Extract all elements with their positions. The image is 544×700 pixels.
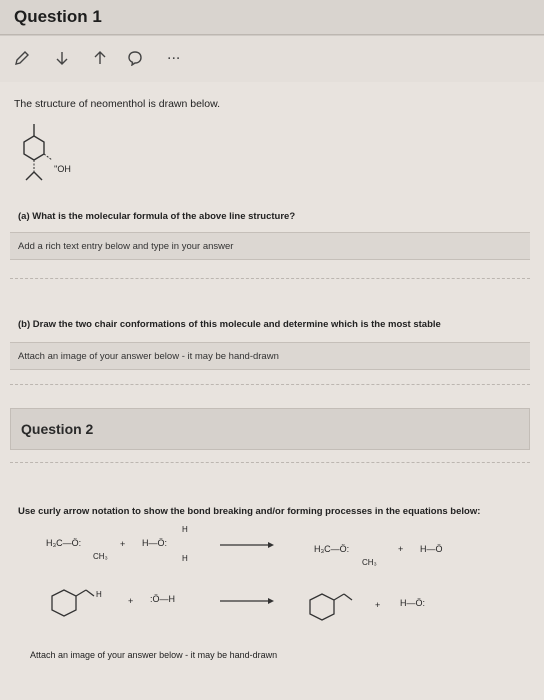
eq1-reaction-arrow [218, 540, 278, 550]
question-2-prompt: Use curly arrow notation to show the bond breaking and/or forming processes in the equations below: [18, 506, 481, 517]
intro-text: The structure of neomenthol is drawn below. [14, 98, 221, 110]
arrow-up-icon[interactable] [93, 50, 107, 71]
comment-icon[interactable] [127, 50, 143, 71]
eq2-reactant1-benzene [38, 582, 118, 622]
eq2-reaction-arrow [218, 596, 278, 606]
oh-label: ''OH [54, 164, 71, 174]
question-1-header [0, 0, 544, 35]
eq1-product2: H—Ö [420, 544, 443, 554]
question-2-answer-hint: Attach an image of your answer below - it may be hand-drawn [30, 650, 278, 660]
eq1-plus: + [120, 539, 126, 549]
eq2-product2: H—Ö: [400, 598, 426, 608]
part-b-answer-box[interactable] [10, 342, 530, 370]
arrow-down-icon[interactable] [55, 50, 69, 71]
eq1-reactant1-methyl: CH₃ [93, 552, 108, 561]
eq1-reactant2-h-top: H [182, 525, 188, 534]
part-a-question: (a) What is the molecular formula of the above line structure? [18, 211, 296, 222]
divider [10, 462, 530, 463]
question-1-title: Question 1 [14, 7, 102, 26]
question-content [0, 82, 544, 700]
question-2-header [10, 408, 530, 450]
eq2-product1-benzene [302, 584, 366, 624]
eq1-product1: H₃C—Ö: [314, 544, 350, 554]
divider [10, 278, 530, 279]
part-b-answer-hint: Attach an image of your answer below - it may be hand-drawn [18, 351, 279, 362]
divider [10, 384, 530, 385]
eq2-plus-2: + [375, 600, 381, 610]
eq1-product1-methyl: CH₃ [362, 558, 377, 567]
neomenthol-structure [14, 120, 104, 200]
part-b-question: (b) Draw the two chair conformations of this molecule and determine which is the most stable [18, 319, 441, 330]
pencil-icon[interactable] [14, 50, 30, 71]
eq1-reactant2-h-bottom: H [182, 554, 188, 563]
more-icon[interactable]: ... [167, 46, 181, 63]
eq2-reactant2: :Ö—H [150, 594, 176, 604]
eq1-plus-2: + [398, 544, 404, 554]
question-2-title: Question 2 [21, 421, 94, 437]
eq1-reactant2: H—Ö: [142, 538, 168, 548]
eq2-plus: + [128, 596, 134, 606]
part-a-answer-hint: Add a rich text entry below and type in your answer [18, 241, 234, 252]
part-a-answer-box[interactable] [10, 232, 530, 260]
eq1-reactant1: H₃C—Ö: [46, 538, 82, 548]
annotation-toolbar [0, 36, 544, 83]
eq2-reactant1-h: H [96, 590, 102, 599]
